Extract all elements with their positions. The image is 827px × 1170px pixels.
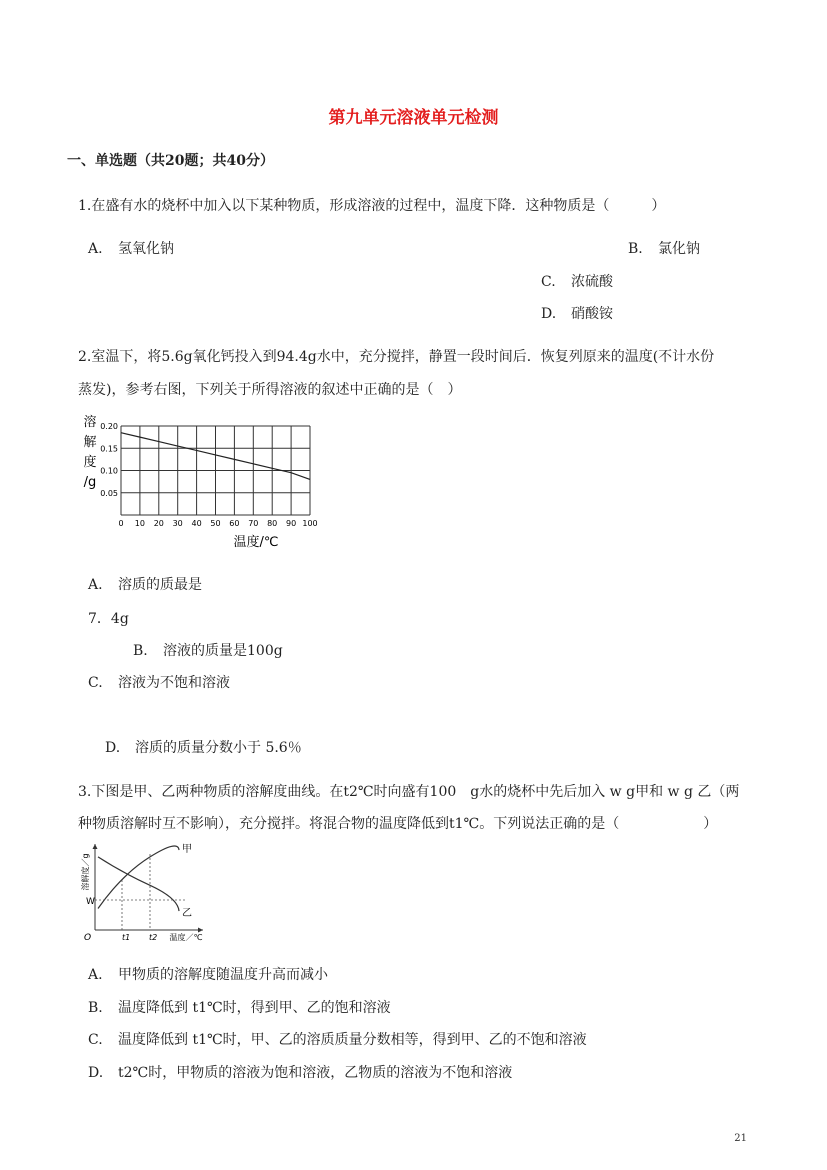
- chart1-xtick-label: 30: [172, 519, 183, 528]
- chart2-y-arrow: [93, 844, 98, 849]
- q1-option-a[interactable]: A. 氢氧化钠: [88, 241, 174, 257]
- q3-option-a[interactable]: A. 甲物质的溶解度随温度升高而减小: [88, 967, 328, 983]
- chart1-xtick-label: 60: [229, 519, 240, 528]
- chart1-xtick-label: 10: [134, 519, 145, 528]
- q3-option-b[interactable]: B. 温度降低到 t1℃时，得到甲、乙的饱和溶液: [88, 1000, 391, 1016]
- chart1-ytick-label: 0.05: [100, 488, 118, 498]
- solubility-chart-1: [78, 410, 328, 555]
- chart2-t1-label: t1: [122, 933, 131, 942]
- chart2-guides: [95, 854, 185, 930]
- chart1-ytick-label: 0.15: [100, 444, 118, 454]
- chart2-series: [98, 846, 179, 911]
- q3-stem-line2: 种物质溶解时互不影响），充分搅拌。将混合物的温度降低到t1℃。下列说法正确的是（ ）: [78, 816, 718, 832]
- chart2-series-a: [98, 846, 179, 908]
- q1-option-b[interactable]: B. 氯化钠: [628, 241, 700, 257]
- chart2-xlabel: 温度／℃: [169, 933, 203, 942]
- chart1-xtick-label: 0: [118, 519, 124, 528]
- chart1-xlabel: 温度/℃: [233, 535, 279, 550]
- q3-option-d[interactable]: D. t2℃时，甲物质的溶液为饱和溶液，乙物质的溶液为不饱和溶液: [88, 1065, 513, 1081]
- chart2-axes: [93, 844, 204, 933]
- q2-stem-line1: 2.室温下，将5.6g氧化钙投入到94.4g水中，充分搅拌，静置一段时间后．恢复列原来的温度(不计水份: [78, 349, 715, 365]
- q3-stem-line1: 3.下图是甲、乙两种物质的溶解度曲线。在t2℃时向盛有100 g水的烧杯中先后加入 w g甲和 w g 乙（两: [78, 784, 740, 800]
- chart1-xtick-label: 90: [286, 519, 297, 528]
- chart1-ylabel-char: /g: [83, 475, 97, 490]
- chart1-xtick-label: 40: [191, 519, 202, 528]
- solubility-chart-2: [78, 838, 218, 946]
- chart2-curve-b-label: 乙: [182, 908, 192, 919]
- page-number: 21: [734, 1133, 747, 1144]
- q2-option-c[interactable]: C. 溶液为不饱和溶液: [88, 675, 230, 691]
- chart2-curve-a-label: 甲: [182, 844, 192, 855]
- q1-stem: 1.在盛有水的烧杯中加入以下某种物质，形成溶液的过程中，温度下降．这种物质是（ ）: [78, 198, 666, 214]
- section-heading: 一、单选题（共20题；共40分）: [67, 153, 274, 169]
- q2-option-b[interactable]: B. 溶液的质量是100g: [133, 643, 283, 659]
- chart1-ylabel-char: 溶: [83, 415, 97, 430]
- chart2-origin-label: O: [84, 933, 92, 943]
- chart1-ytick-label: 0.10: [100, 466, 118, 476]
- chart2-ylabel: 溶解度／g: [81, 853, 90, 891]
- chart1-xtick-label: 50: [210, 519, 221, 528]
- chart1-yticks: [100, 422, 118, 498]
- q2-option-a[interactable]: A. 溶质的质最是: [88, 577, 202, 593]
- chart2-w-label: W: [86, 897, 95, 907]
- page-title: 第九单元溶液单元检测: [328, 108, 499, 128]
- chart1-ylabel-char: 度: [83, 455, 97, 470]
- chart2-t2-label: t2: [149, 933, 158, 942]
- q3-option-c[interactable]: C. 温度降低到 t1℃时，甲、乙的溶质质量分数相等，得到甲、乙的不饱和溶液: [88, 1032, 587, 1048]
- q2-stem-line2: 蒸发)，参考右图，下列关于所得溶液的叙述中正确的是（ ）: [78, 382, 462, 398]
- chart1-ylabel-char: 解: [83, 435, 97, 450]
- chart1-ytick-label: 0.20: [100, 422, 118, 431]
- chart1-ylabel: [83, 414, 96, 490]
- q2-option-a-cont: 7．4g: [88, 611, 129, 627]
- chart1-xticks: [118, 519, 317, 528]
- chart1-xtick-label: 70: [248, 519, 259, 528]
- q2-option-d[interactable]: D. 溶质的质量分数小于 5.6％: [105, 740, 302, 756]
- q1-option-c[interactable]: C. 浓硫酸: [541, 274, 613, 290]
- chart1-xtick-label: 20: [153, 519, 164, 528]
- chart1-xtick-label: 80: [267, 519, 278, 528]
- chart1-xtick-label: 100: [302, 519, 318, 528]
- chart2-x-arrow: [198, 928, 203, 933]
- q1-option-d[interactable]: D. 硝酸铵: [541, 306, 613, 322]
